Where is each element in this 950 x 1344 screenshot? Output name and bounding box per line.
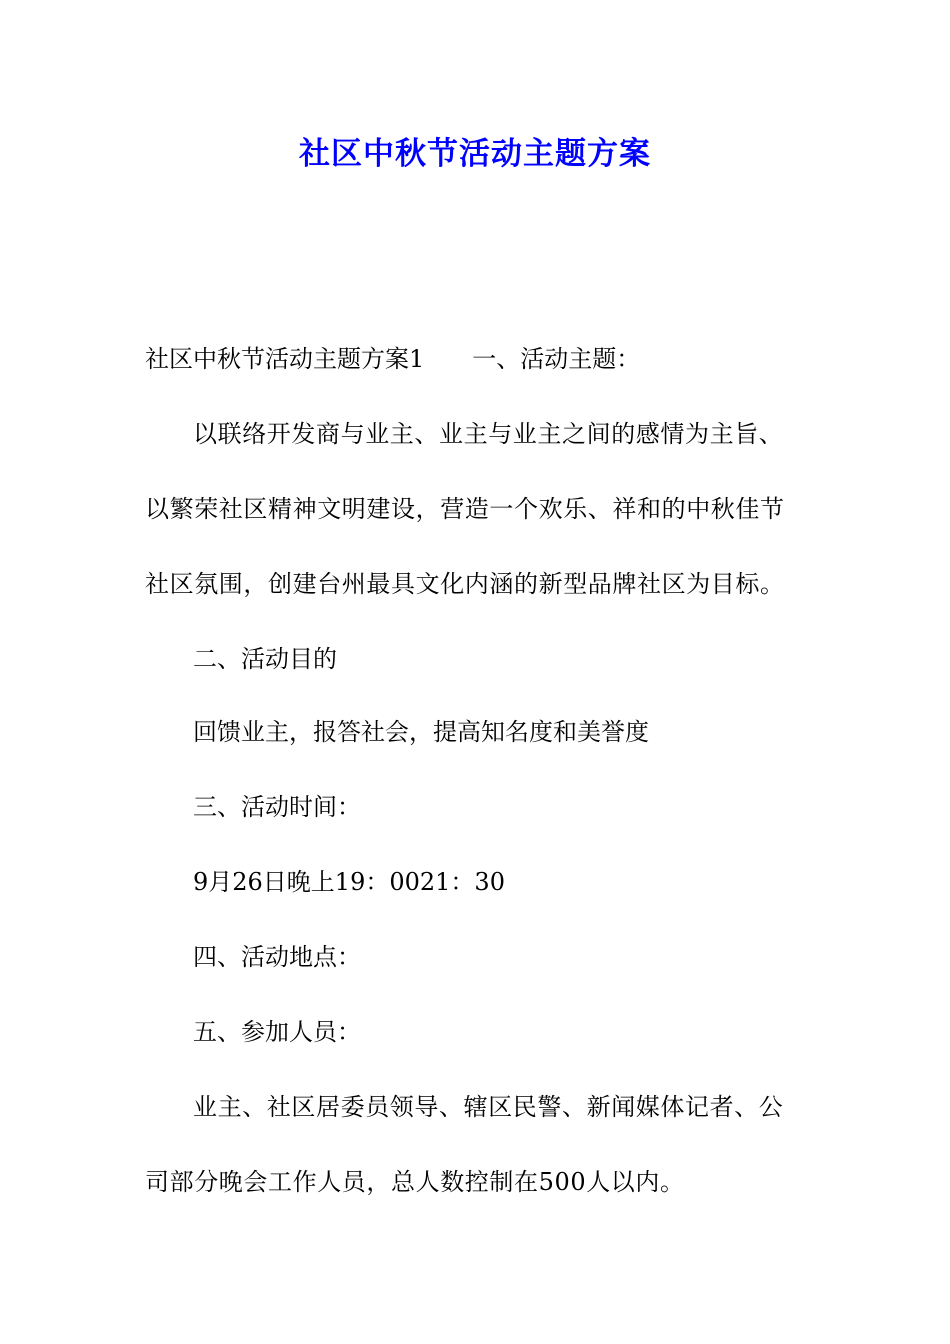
- section5-heading: 五、参加人员：: [193, 1018, 361, 1046]
- section3-heading: 三、活动时间：: [193, 793, 361, 821]
- section2-body: 回馈业主，报答社会，提高知名度和美誉度: [193, 718, 649, 746]
- section3-body: 9月26日晚上19：0021：30: [193, 868, 505, 896]
- intro-heading: 社区中秋节活动主题方案1: [145, 345, 425, 373]
- intro-line: [145, 322, 805, 397]
- section1-body: 以联络开发商与业主、业主与业主之间的感情为主旨、以繁荣社区精神文明建设，营造一个欢乐、祥和的中秋佳节社区氛围，创建台州最具文化内涵的新型品牌社区为目标。: [145, 420, 785, 598]
- section5-body: 业主、社区居委员领导、辖区民警、新闻媒体记者、公司部分晚会工作人员，总人数控制在500人以内。: [145, 1093, 784, 1196]
- section2-heading: 二、活动目的: [193, 645, 337, 673]
- document-title: 社区中秋节活动主题方案: [299, 136, 651, 172]
- section4-heading: 四、活动地点：: [193, 943, 361, 971]
- section1-heading: 一、活动主题：: [472, 345, 641, 373]
